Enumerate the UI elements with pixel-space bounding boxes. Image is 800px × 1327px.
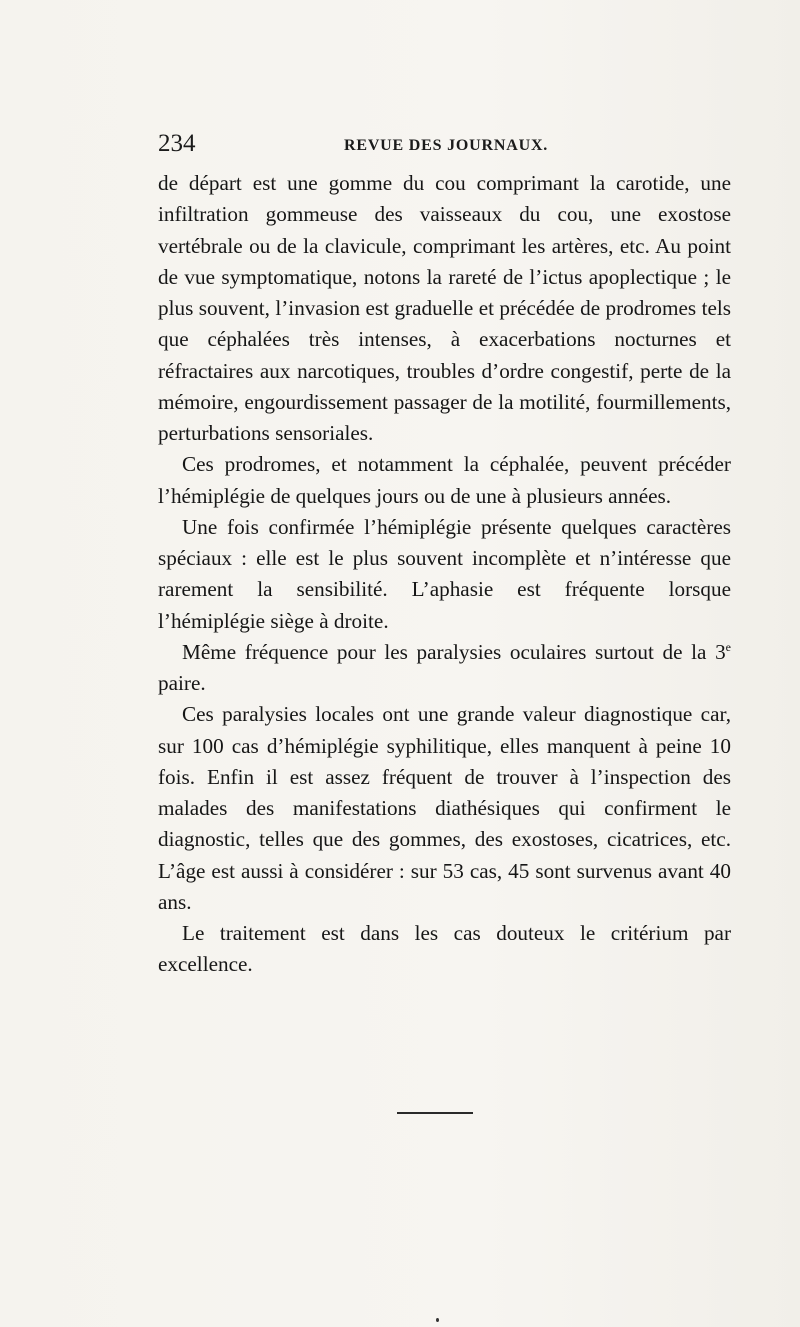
page-header	[158, 130, 731, 162]
paragraph-1: de départ est une gomme du cou comprimant la carotide, une infiltration gommeuse des vaisseaux du cou, une exostose vertébrale ou de la clavicule, comprimant les artères, etc. Au point de vue symptomatique, notons la rareté de l’ictus apoplectique ; le plus souvent, l’invasion est graduelle et précédée de prodromes tels que céphalées très intenses, à exacerbations nocturnes et réfractaires aux narcotiques, troubles d’ordre congestif, perte de la mémoire, engourdissement passager de la motilité, fourmillements, perturbations sensoriales.	[158, 171, 731, 445]
article-body	[158, 168, 731, 981]
superscript: e	[725, 639, 731, 654]
paragraph-4-end: paire.	[158, 671, 206, 695]
paragraph-5: Ces paralysies locales ont une grande valeur diagnostique car, sur 100 cas d’hémiplégie syphilitique, elles manquent à peine 10 fois. Enfin il est assez fréquent de trouver à l’inspection des malades des manifestations diathésiques qui confirment le diagnostic, telles que des gommes, des exostoses, cicatrices, etc. L’âge est aussi à considérer : sur 53 cas, 45 sont survenus avant 40 ans.	[158, 702, 731, 914]
paragraph-3: Une fois confirmée l’hémiplégie présente quelques caractères spéciaux : elle est le plus souvent incomplète et n’intéresse que rarement la sensibilité. L’aphasie est fréquente lorsque l’hémiplégie siège à droite.	[158, 514, 731, 633]
page-number: 234	[158, 130, 196, 157]
paragraph-4	[158, 637, 731, 700]
paragraph-2: Ces prodromes, et notamment la céphalée, peuvent précéder l’hémiplégie de quelques jours ou de une à plusieurs années.	[158, 452, 731, 508]
paragraph-4-text: Même fréquence pour les paralysies oculaires surtout de la 3	[182, 639, 726, 664]
paragraph-6: Le traitement est dans les cas douteux le critérium par excellence.	[158, 921, 731, 977]
section-end-rule	[397, 1112, 473, 1114]
print-speck	[436, 1318, 439, 1322]
running-head: REVUE DES JOURNAUX.	[344, 137, 549, 154]
